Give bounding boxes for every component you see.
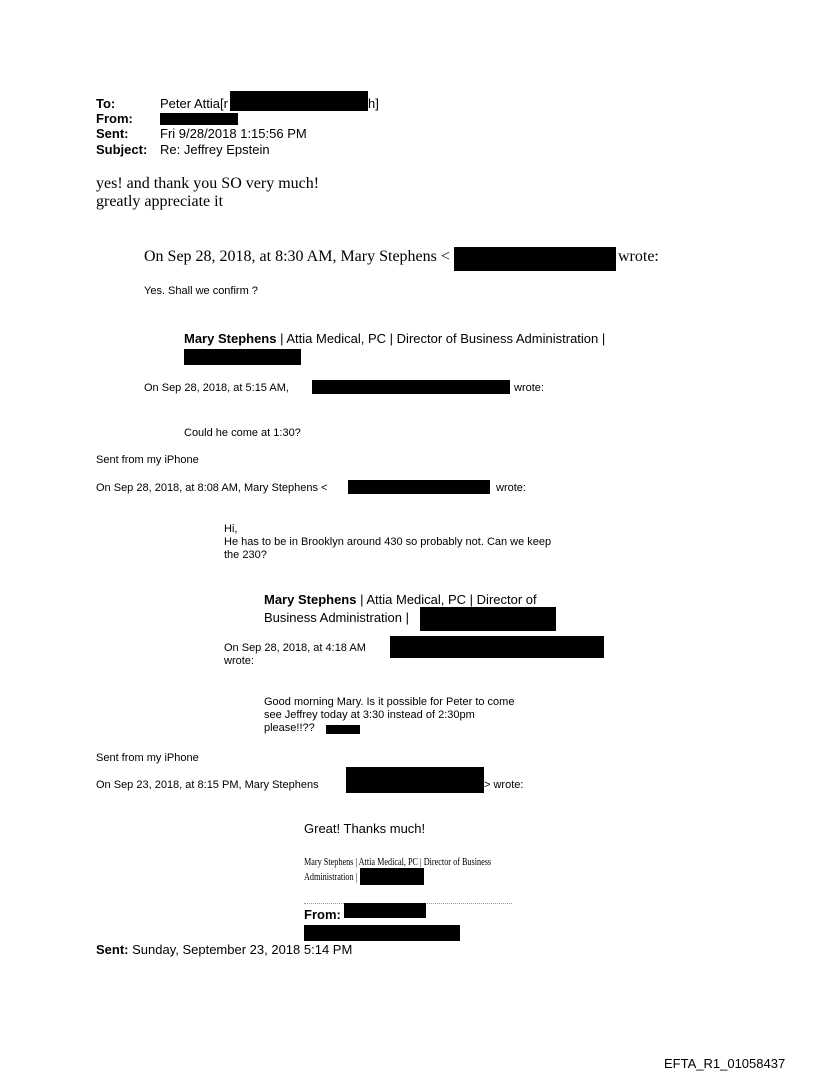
redaction-block: [304, 925, 460, 941]
quote-header: On Sep 28, 2018, at 5:15 AM,: [144, 382, 289, 394]
quote-text: Yes. Shall we confirm ?: [144, 285, 258, 297]
signature-line: Mary Stephens | Attia Medical, PC | Director of Business: [304, 857, 492, 868]
quote-header-end: wrote:: [496, 482, 526, 494]
quote-header-end: > wrote:: [484, 779, 524, 791]
quote-header: On Sep 28, 2018, at 8:30 AM, Mary Stephens <: [144, 248, 450, 265]
quote-header-end: wrote:: [514, 382, 544, 394]
signature-rest: | Attia Medical, PC | Director of Business Administration |: [276, 331, 606, 346]
quote-header-end: wrote:: [224, 655, 254, 667]
redaction-block: [344, 903, 426, 918]
signature-rest: | Attia Medical, PC | Director of: [356, 592, 537, 607]
body-line: yes! and thank you SO very much!: [96, 175, 320, 192]
quote-text: Good morning Mary. Is it possible for Peter to come: [264, 696, 515, 708]
quote-text: He has to be in Brooklyn around 430 so probably not. Can we keep: [224, 536, 552, 548]
document-id: EFTA_R1_01058437: [664, 1056, 786, 1071]
redaction-block: [348, 480, 490, 494]
forward-sent-value: Sunday, September 23, 2018 5:14 PM: [128, 942, 353, 957]
forward-sent-label: Sent:: [96, 942, 129, 957]
quote-text: see Jeffrey today at 3:30 instead of 2:30pm: [264, 709, 475, 721]
signature: [184, 331, 605, 346]
signature-line: Administration |: [304, 872, 358, 883]
signature: [264, 592, 537, 607]
body-line: greatly appreciate it: [96, 193, 224, 210]
quote-text: Could he come at 1:30?: [184, 427, 301, 439]
redaction-block: [184, 349, 301, 365]
quote-text: the 230?: [224, 549, 267, 561]
redaction-block: [346, 767, 484, 793]
redaction-block: [160, 113, 238, 125]
redaction-block: [360, 868, 424, 885]
sent-value: Fri 9/28/2018 1:15:56 PM: [160, 126, 307, 141]
signature-name: Mary Stephens: [184, 331, 277, 346]
quote-header: On Sep 23, 2018, at 8:15 PM, Mary Stephens: [96, 779, 319, 791]
quote-header-end: wrote:: [618, 248, 659, 265]
redaction-block: [420, 607, 556, 631]
forward-sent: [96, 942, 352, 957]
subject-value: Re: Jeffrey Epstein: [160, 142, 270, 157]
to-label: To:: [96, 96, 116, 111]
quote-header: On Sep 28, 2018, at 4:18 AM: [224, 642, 366, 654]
subject-label: Subject:: [96, 142, 148, 157]
signature-name: Mary Stephens: [264, 592, 357, 607]
sent-from-iphone: Sent from my iPhone: [96, 752, 199, 764]
sent-label: Sent:: [96, 126, 129, 141]
redaction-block: [230, 91, 368, 111]
quote-text: please!!??: [264, 722, 315, 734]
from-label: From:: [96, 111, 133, 126]
redaction-block: [312, 380, 510, 394]
to-value: Peter Attia[r: [160, 96, 228, 111]
redaction-block: [326, 725, 360, 734]
signature-line: Business Administration |: [264, 610, 409, 625]
sent-from-iphone: Sent from my iPhone: [96, 454, 199, 466]
to-value-end: h]: [368, 96, 379, 111]
forward-from-label: From:: [304, 907, 341, 922]
quote-text: Great! Thanks much!: [304, 821, 426, 836]
quote-text: Hi,: [224, 523, 238, 535]
redaction-block: [454, 247, 616, 271]
quote-header: On Sep 28, 2018, at 8:08 AM, Mary Stephens <: [96, 482, 328, 494]
redaction-block: [390, 636, 604, 658]
